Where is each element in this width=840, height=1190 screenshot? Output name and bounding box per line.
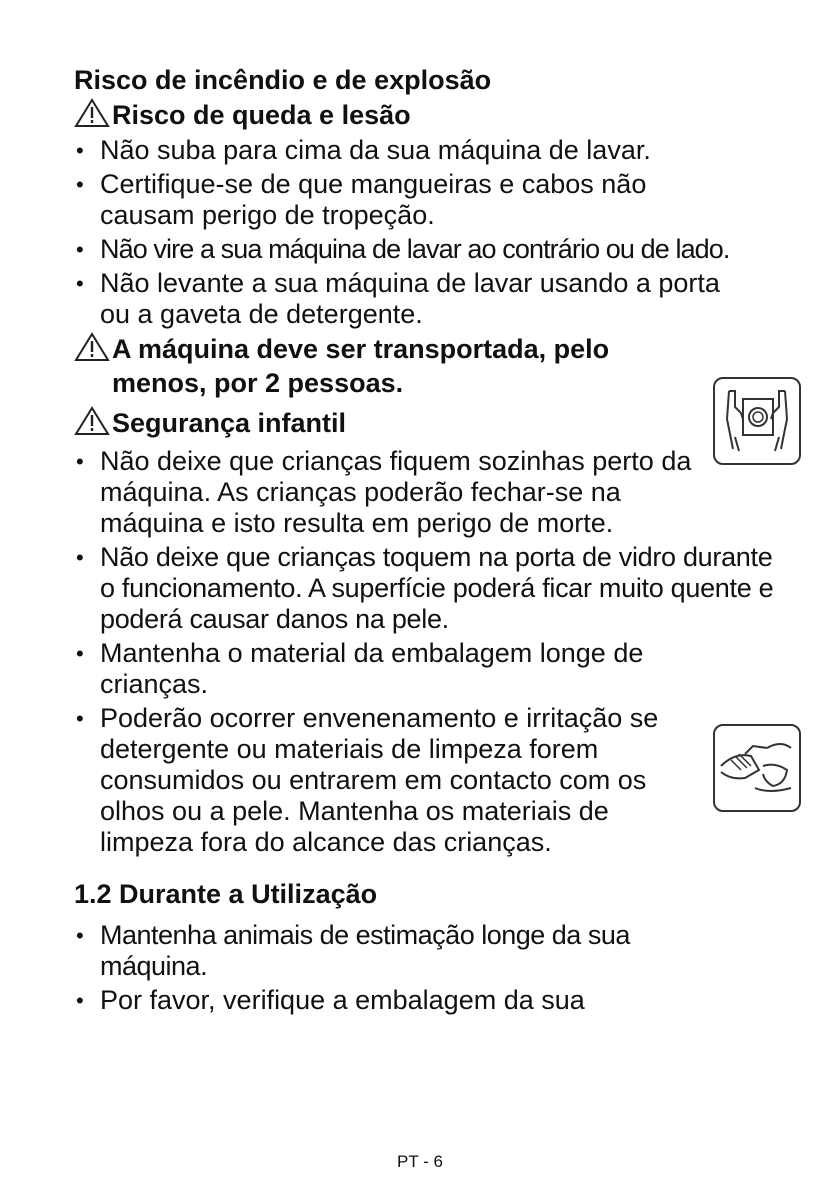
page-number: PT - 6 [397,1152,443,1171]
packaging-child-icon [713,724,801,812]
section-title-fire: Risco de incêndio e de explosão [74,65,492,95]
warning-triangle-icon [74,98,110,128]
section-title-transport [74,332,774,400]
list-item: • Mantenha animais de estimação longe da sua máquina. [74,920,774,982]
list-item: • Certifique-se de que mangueiras e cabos não causam perigo de tropeção. [74,169,774,231]
list-item: • Mantenha o material da embalagem longe de crianças. [74,638,774,700]
child-list [74,446,774,858]
list-item: • Poderão ocorrer envenenamento e irritação se detergente ou materiais de limpeza forem consumidos ou entrarem em contacto com os olhos ou a pele. Mantenha os materiais de limpeza fora do alcance das crianças. [74,703,774,858]
list-item: • Não deixe que crianças toquem na porta de vidro durante o funcionamento. A superfície poderá ficar muito quente e poderá causar danos na pele. [74,542,774,635]
warning-triangle-icon [74,332,110,362]
list-item: • Não deixe que crianças fiquem sozinhas perto da máquina. As crianças poderão fechar-se na máquina e isto resulta em perigo de morte. [74,446,774,539]
section-title-fall-text: Risco de queda e lesão [112,100,411,130]
section-title-child [74,406,774,440]
fall-list [74,135,774,330]
section-title-use: 1.2 Durante a Utilização [74,879,378,909]
list-item: • Não levante a sua máquina de lavar usando a porta ou a gaveta de detergente. [74,268,774,330]
list-item: • Por favor, verifique a embalagem da sua [74,985,774,1016]
list-item: • Não vire a sua máquina de lavar ao contrário ou de lado. [74,234,774,265]
use-list [74,920,774,1016]
list-item: • Não suba para cima da sua máquina de lavar. [74,135,774,166]
warning-triangle-icon [74,406,110,436]
two-person-transport-icon [713,377,801,465]
section-title-child-text: Segurança infantil [112,408,347,438]
document-page [74,62,774,1016]
section-title-transport-text: A máquina deve ser transportada, pelo menos, por 2 pessoas. [112,334,610,398]
section-title-fall [74,98,774,132]
